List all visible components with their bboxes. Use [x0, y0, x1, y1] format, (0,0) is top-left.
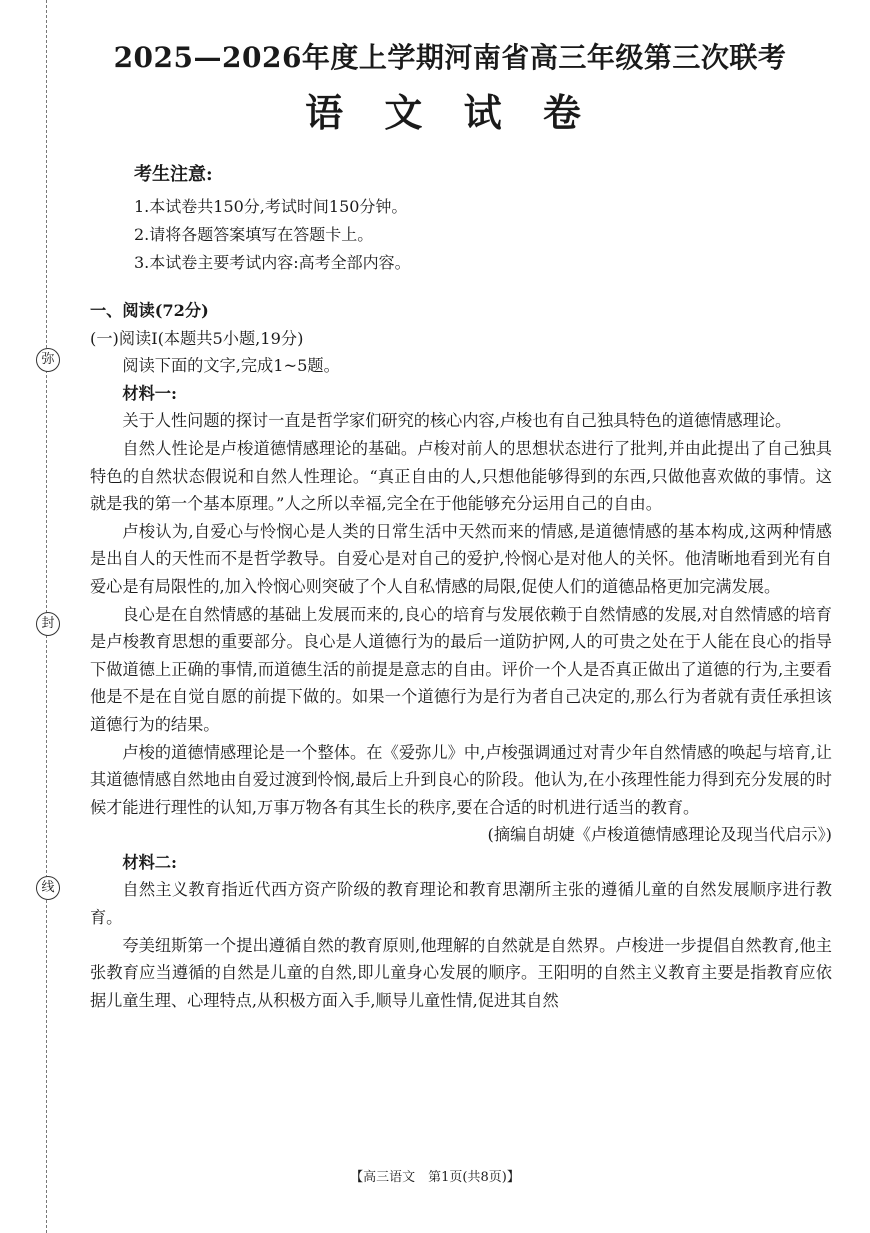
notice-item: 3.本试卷主要考试内容:高考全部内容。 [134, 253, 411, 272]
notice-title: 考生注意: [134, 164, 213, 185]
reading-body [90, 297, 832, 1014]
material1-source: (摘编自胡婕《卢梭道德情感理论及现当代启示》) [487, 825, 832, 845]
material1-paragraph: 关于人性问题的探讨一直是哲学家们研究的核心内容,卢梭也有自己独具特色的道德情感理论。 [122, 411, 792, 431]
material1-paragraph: 良心是在自然情感的基础上发展而来的,良心的培育与发展依赖于自然情感的发展,对自然情感的培育是卢梭教育思想的重要部分。良心是人道德行为的最后一道防护网,人的可贵之处在于人能在良心的指导下做道德上正确的事情,而道德生活的前提是意志的自由。评价一个人是否真正做出了道德的行为,主要看他是不是在自觉自愿的前提下做的。如果一个道德行为是行为者自己决定的,那么行为者就有责任承担该道德行为的结果。 [90, 604, 832, 734]
material1-paragraph: 卢梭认为,自爱心与怜悯心是人类的日常生活中天然而来的情感,是道德情感的基本构成,这两种情感是出自人的天性而不是哲学教导。自爱心是对自己的爱护,怜悯心是对他人的关怀。他清晰地看到光有自爱心是有局限性的,加入怜悯心则突破了个人自私情感的局限,促使人们的道德品格更加完满发展。 [90, 521, 832, 596]
section-heading: 一、阅读(72分) [90, 301, 209, 320]
seal-mark-xian: 线 [36, 876, 60, 900]
material1-paragraph: 自然人性论是卢梭道德情感理论的基础。卢梭对前人的思想状态进行了批判,并由此提出了自己独具特色的自然状态假说和自然人性理论。“真正自由的人,只想他能够得到的东西,只做他喜欢做的事情。这就是我的第一个基本原理。”人之所以幸福,完全在于他能够充分运用自己的自由。 [90, 438, 832, 514]
material2-paragraph: 夸美纽斯第一个提出遵循自然的教育原则,他理解的自然就是自然界。卢梭进一步提倡自然教育,他主张教育应当遵循的自然是儿童的自然,即儿童身心发展的顺序。王阳明的自然主义教育主要是指教育应依据儿童生理、心理特点,从积极方面入手,顺导儿童性情,促进其自然 [90, 935, 832, 1010]
exam-title: 2025—2026年度上学期河南省高三年级第三次联考 [113, 41, 787, 74]
section-instruction: 阅读下面的文字,完成1~5题。 [122, 356, 340, 376]
section-subheading: (一)阅读Ⅰ(本题共5小题,19分) [90, 328, 304, 348]
exam-subtitle: 语 文 试 卷 [305, 90, 595, 135]
material1-paragraph: 卢梭的道德情感理论是一个整体。在《爱弥儿》中,卢梭强调通过对青少年自然情感的唤起与培育,让其道德情感自然地由自爱过渡到怜悯,最后上升到良心的阶段。他认为,在小孩理性能力得到充分发展的时候才能进行理性的认知,万事万物各有其生长的秩序,要在合适的时机进行适当的教育。 [90, 742, 832, 817]
material1-label: 材料一: [122, 383, 177, 403]
seal-mark-mi: 弥 [36, 348, 60, 372]
material2-label: 材料二: [122, 852, 177, 872]
seal-mark-feng: 封 [36, 612, 60, 636]
material2-paragraph: 自然主义教育指近代西方资产阶级的教育理论和教育思潮所主张的遵循儿童的自然发展顺序进行教育。 [90, 880, 832, 928]
notice-item: 1.本试卷共150分,考试时间150分钟。 [134, 197, 408, 216]
notice-item: 2.请将各题答案填写在答题卡上。 [134, 225, 374, 244]
page-footer: 【高三语文 第1页(共8页)】 [350, 1170, 520, 1185]
